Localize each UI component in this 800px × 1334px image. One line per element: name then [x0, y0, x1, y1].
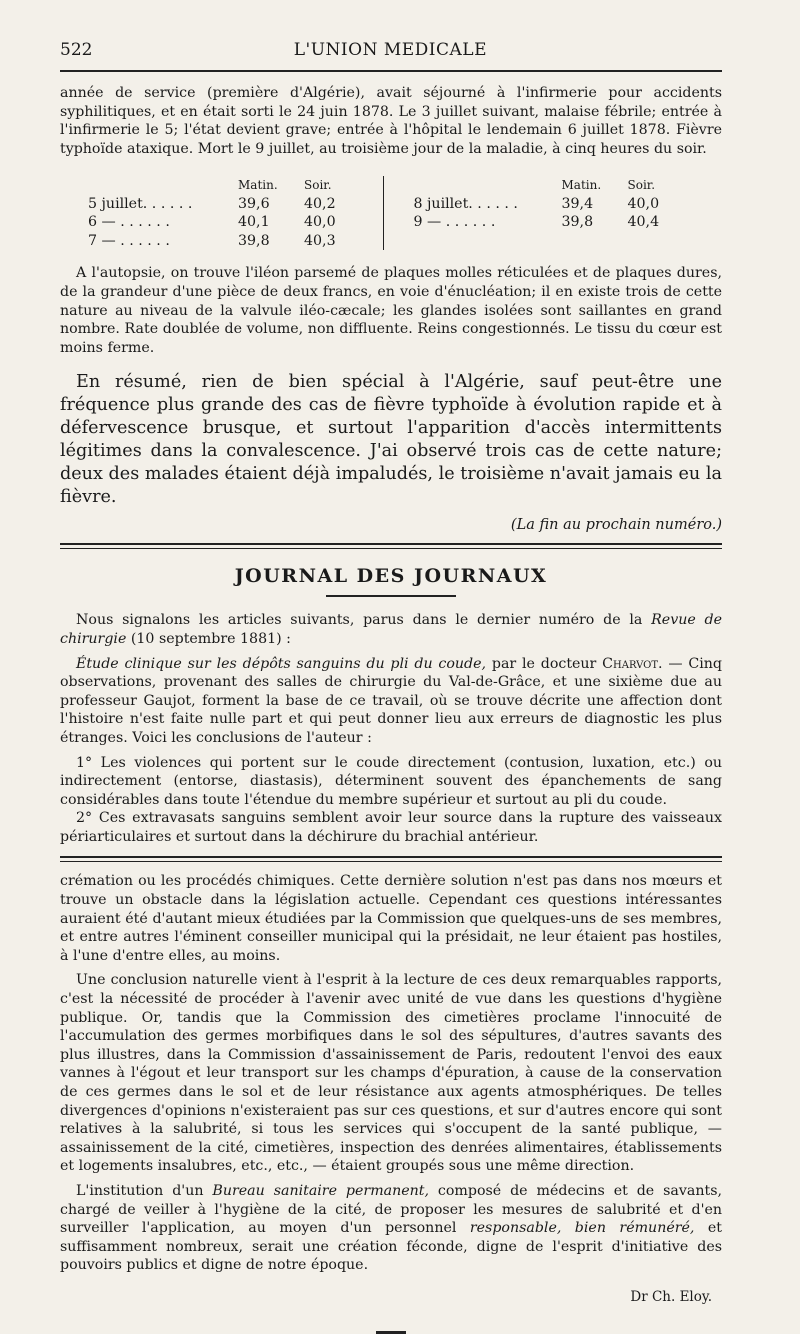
section-title: JOURNAL DES JOURNAUX [234, 565, 548, 588]
case-paragraph: année de service (première d'Algérie), avait séjourné à l'infirmerie pour accidents syphilitiques, et en était sorti le 24 juin 1878. Le 3 juillet suivant, malaise fébrile; entrée à l'infirmerie le 5; l'état devient grave; entrée à l'hôpital le lendemain 6 juillet 1878. Fièvre typhoïde ataxique. Mort le 9 juillet, au troisième jour de la maladie, à cinq heures du soir. [60, 85, 722, 157]
page-number: 522 [60, 40, 93, 60]
study-author: Charvot. [602, 655, 663, 672]
hygiene-paragraph-3: L'institution d'un Bureau sanitaire permanent, composé de médecins et de savants, chargé de veiller à l'hygiène de la cité, de proposer les mesures de salubrité et d'en surveiller l'application, au moyen d'un personnel responsable, bien rémunéré, et suffisamment nombreux, serait une création féconde, digne de l'esprit d'initiative des pouvoirs publics et digne de notre époque. [60, 1182, 722, 1274]
journal-intro: Nous signalons les articles suivants, parus dans le dernier numéro de la Revue de chirurgie (10 septembre 1881) : [60, 612, 722, 647]
temperature-row: 7 — . . . . . . 39,8 40,3 [88, 232, 336, 249]
section-divider [60, 856, 722, 862]
soir-header: Soir. [304, 178, 332, 193]
section-divider [60, 543, 722, 549]
temperature-row: 9 — . . . . . . 39,8 40,4 [413, 214, 660, 231]
page-header [60, 40, 722, 60]
summary-paragraph: En résumé, rien de bien spécial à l'Algérie, sauf peut-être une fréquence plus grande des cas de fièvre typhoïde à évolution rapide et à défervescence brusque, et surtout l'apparition d'accès intermittents légitimes dans la convalescence. J'ai observé trois cas de cette nature; deux des malades étaient déjà impaludés, le troisième n'avait jamais eu la fièvre. [60, 372, 722, 508]
hygiene-paragraph-2: Une conclusion naturelle vient à l'esprit à la lecture de ces deux remarquables rapports, c'est la nécessité de procéder à l'avenir avec unité de vue dans les questions d'hygiène publique. Or, tandis que la Commission des cimetières proclame l'innocuité de l'accumulation des germes morbifiques dans le sol des sépultures, d'autres savants des plus illustres, dans la Commission d'assainissement de Paris, redoutent l'envoi des eaux vannes à l'égout et leur transport sur les champs d'épuration, à cause de la conservation de ces germes dans le sol et de leur résistance aux agents atmosphériques. De telles divergences d'opinions n'existeraient pas sur ces questions, et sur d'autres encore qui sont relatives à la salubrité, si tous les services qui s'occupent de la santé publique, — assainissement de la cité, cimetières, inspection des denrées alimentaires, établissements et logements insalubres, etc., etc., — étaient groupés sous une même direction. [60, 972, 722, 1175]
running-title: L'UNION MEDICALE [293, 40, 487, 60]
soir-header: Soir. [627, 178, 656, 193]
title-underline [326, 595, 456, 597]
header-rule [60, 70, 722, 72]
temperature-column-right [384, 176, 723, 250]
end-rule [376, 1331, 406, 1334]
continued-note: (La fin au prochain numéro.) [510, 517, 722, 534]
matin-header: Matin. [561, 178, 602, 193]
study-paragraph: Étude clinique sur les dépôts sanguins du pli du coude, par le docteur Charvot. — Cinq observations, provenant des salles de chirurgie du Val-de-Grâce, et une sixième due au professeur Gaujot, forment la base de ce travail, où se trouve décrite une affection dont l'histoire n'est faite nulle part et qui peut donner lieu aux erreurs de diagnostic les plus étranges. Voici les conclusions de l'auteur : [60, 655, 722, 746]
matin-header: Matin. [238, 178, 278, 193]
temperature-table [60, 176, 722, 250]
hygiene-paragraph-1: crémation ou les procédés chimiques. Cette dernière solution n'est pas dans nos mœurs et trouve un obstacle dans la législation actuelle. Cependant ces questions intéressantes auraient été d'autant mieux étudiées par la Commission que quelques-uns de ses membres, et entre autres l'éminent conseiller municipal qui la présidait, ne leur étaient pas hostiles, à l'une d'entre elles, au moins. [60, 873, 722, 964]
conclusion-1: 1° Les violences qui portent sur le coude directement (contusion, luxation, etc.) ou indirectement (entorse, diastasis), déterminent souvent des épanchements de sang considérables dans toute l'étendue du membre supérieur et surtout au pli du coude. [60, 754, 722, 808]
temperature-row: 6 — . . . . . . 40,1 40,0 [88, 214, 336, 231]
study-title: Étude clinique sur les dépôts sanguins du pli du coude, [76, 655, 487, 672]
temperature-row: 8 juillet. . . . . . 39,4 40,0 [413, 195, 660, 212]
journal-name: Revue de chirurgie [60, 612, 722, 647]
autopsy-paragraph: A l'autopsie, on trouve l'iléon parsemé de plaques molles réticulées et de plaques dures, de la grandeur d'une pièce de deux francs, en voie d'énucléation; il en existe trois de cette nature au niveau de la valvule iléo-cæcale; les glandes isolées sont saillantes en grand nombre. Rate doublée de volume, non diffluente. Reins congestionnés. Le tissu du cœur est moins ferme. [60, 265, 722, 356]
conclusion-2: 2° Ces extravasats sanguins semblent avoir leur source dans la rupture des vaisseaux périarticulaires et surtout dans la déchirure du brachial antérieur. [60, 810, 722, 845]
temperature-row: 5 juillet. . . . . . 39,6 40,2 [88, 195, 336, 212]
temperature-column-left [60, 176, 384, 250]
signature: Dr Ch. Eloy. [630, 1288, 712, 1305]
